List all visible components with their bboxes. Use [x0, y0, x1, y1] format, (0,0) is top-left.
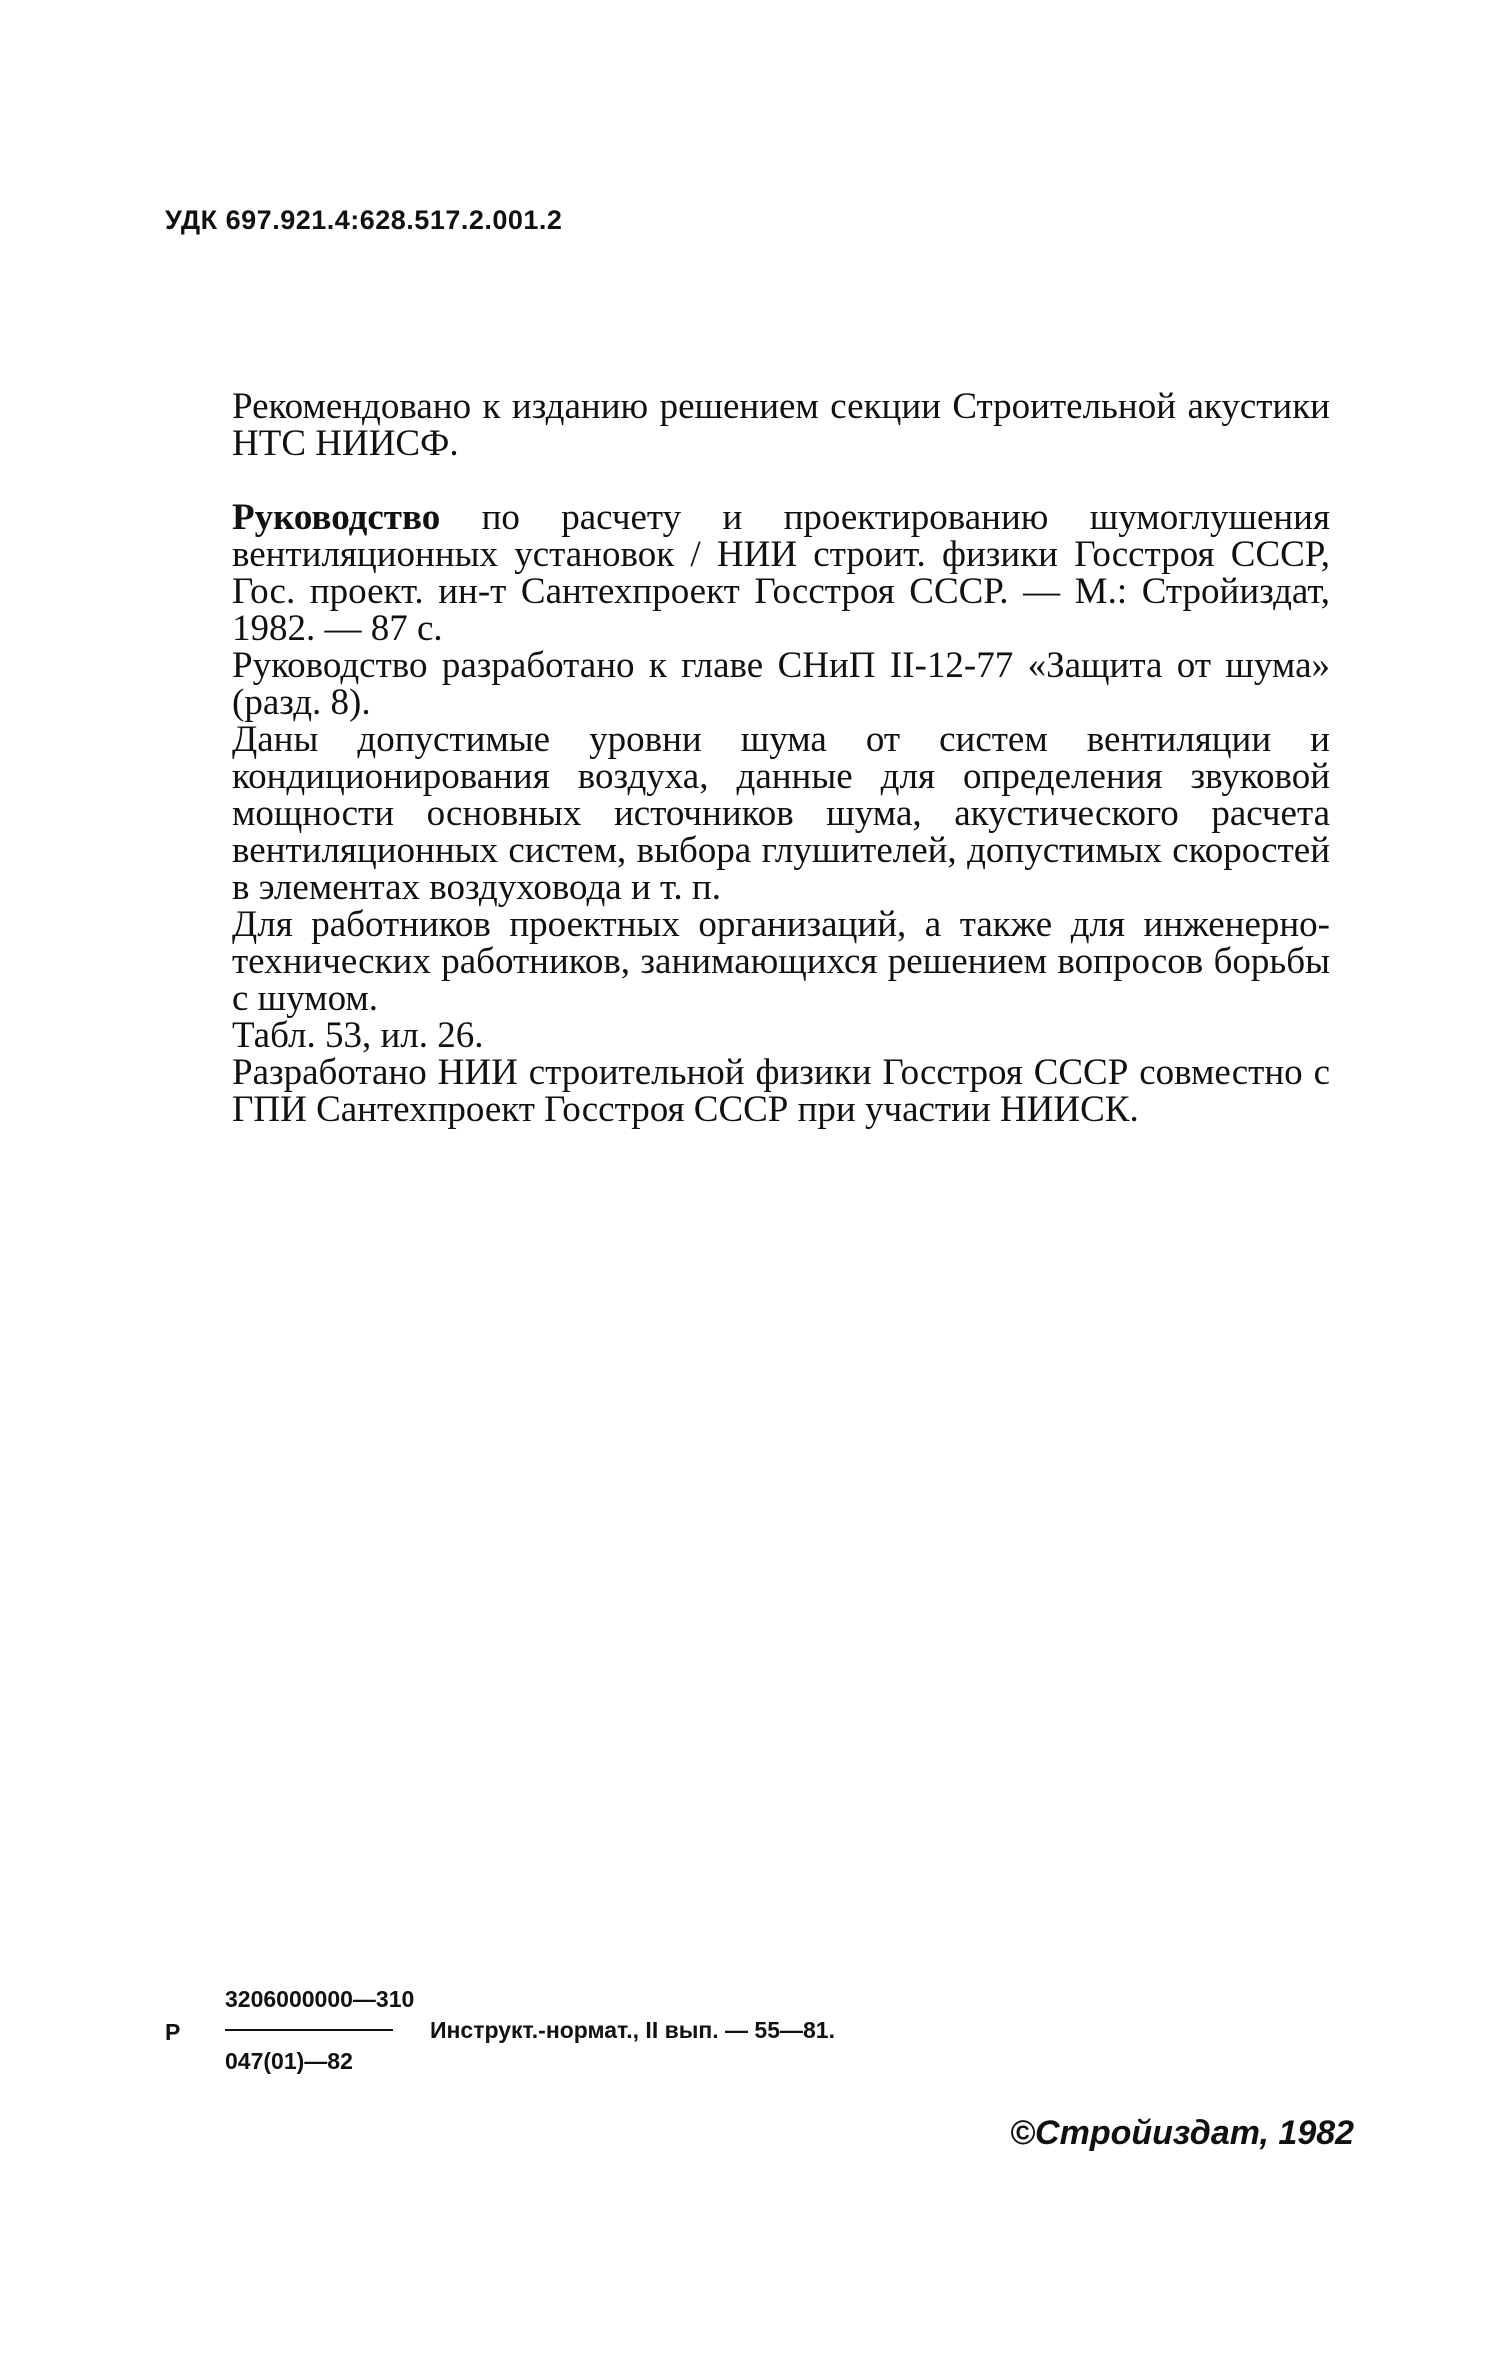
imprint-letter: Р [165, 2019, 181, 2045]
bibliographic-entry [232, 499, 1330, 647]
publication-imprint [165, 1986, 985, 2076]
imprint-series: Инструкт.-нормат., II вып. — 55—81. [430, 2017, 835, 2043]
imprint-numerator: 3206000000—310 [225, 1986, 415, 2012]
bibliographic-title-lead: Руководство [232, 497, 441, 538]
imprint-denominator: 047(01)—82 [225, 2048, 353, 2074]
copyright-notice: ©Стройиздат, 1982 [1010, 2114, 1355, 2152]
recommendation-text: Рекомендовано к изданию решением секции Строительной акустики НТС НИИСФ. [232, 386, 1330, 464]
bibliographic-entry-rest: по расчету и проектированию шумоглушения вентиляционных установок / НИИ строит. физики Госстроя СССР, Гос. проект. ин-т Сантехпроект Госстроя СССР. — М.: Стройиздат, 1982. — 87 с. [232, 497, 1330, 649]
abstract-paragraph: Руководство разработано к главе СНиП II-12-77 «Защита от шума» (разд. 8). [232, 645, 1330, 723]
imprint-fraction-rule [225, 2029, 393, 2031]
udk-code: УДК 697.921.4:628.517.2.001.2 [165, 205, 563, 235]
abstract-paragraph: Табл. 53, ил. 26. [232, 1015, 484, 1056]
abstract-paragraph: Для работников проектных организаций, а также для инженерно-технических работников, занимающихся решением вопросов борьбы с шумом. [232, 904, 1330, 1019]
abstract-paragraph: Даны допустимые уровни шума от систем вентиляции и кондиционирования воздуха, данные для определения звуковой мощности основных источников шума, акустического расчета вентиляционных систем, выбора глушителей, допустимых скоростей в элементах воздуховода и т. п. [232, 719, 1330, 908]
abstract-paragraph: Разработано НИИ строительной физики Госстроя СССР совместно с ГПИ Сантехпроект Госстроя СССР при участии НИИСК. [232, 1052, 1330, 1130]
annotation-block [232, 388, 1330, 1128]
